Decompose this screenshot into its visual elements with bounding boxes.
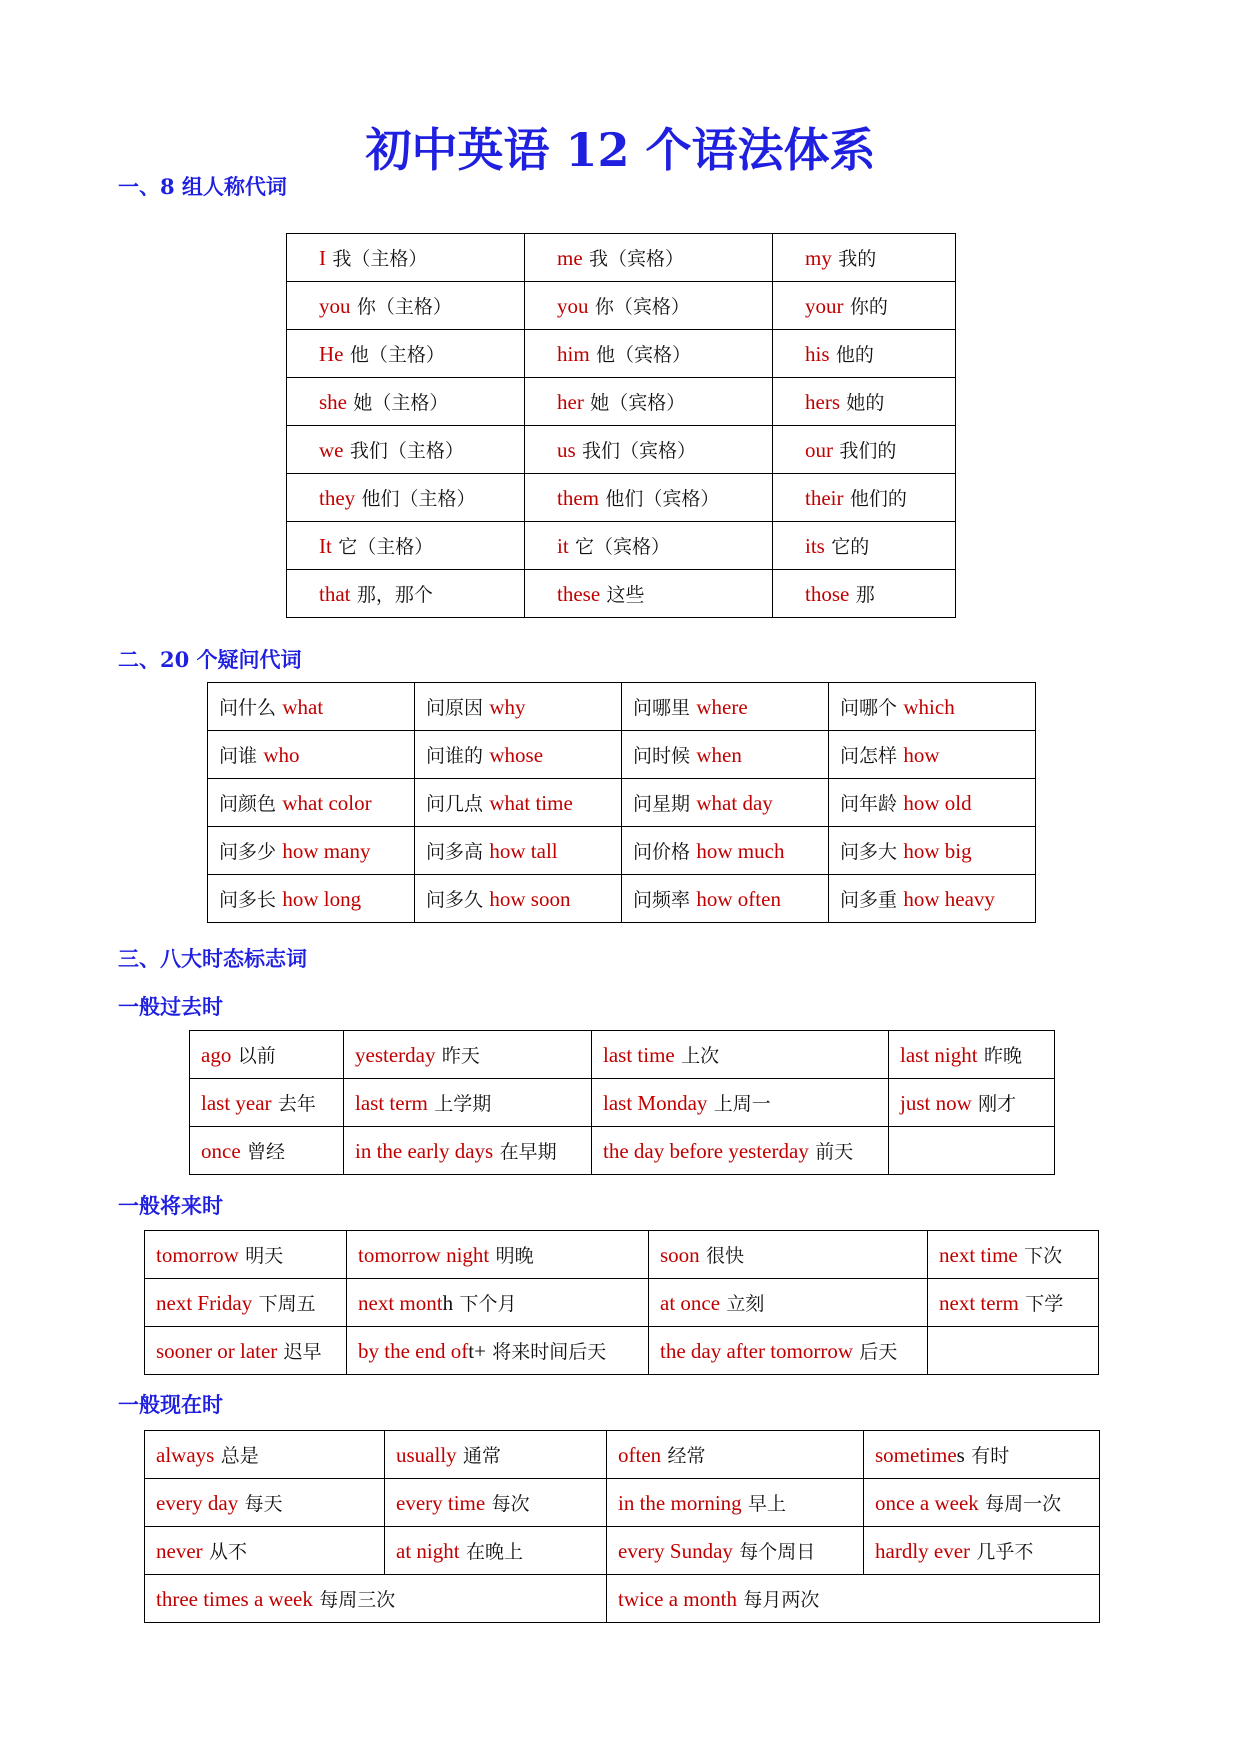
term-english: last night — [900, 1043, 978, 1067]
interrogative-table — [207, 682, 1036, 923]
table-cell — [347, 1327, 649, 1375]
table-cell — [622, 779, 829, 827]
table-row — [208, 683, 1036, 731]
term-english: those — [805, 582, 850, 606]
term-chinese: 明天 — [245, 1245, 284, 1267]
table-cell — [344, 1127, 592, 1175]
table-cell — [415, 731, 622, 779]
pronoun-table — [286, 233, 956, 618]
term-english: these — [557, 582, 601, 606]
table-cell — [145, 1479, 385, 1527]
term-chinese: 上学期 — [434, 1093, 492, 1115]
table-cell — [415, 827, 622, 875]
term-chinese: 问多长 — [219, 889, 277, 911]
table-cell — [190, 1079, 344, 1127]
term-chinese: 几乎不 — [976, 1541, 1034, 1563]
table-cell — [525, 234, 773, 282]
term-chinese: 你（宾格） — [594, 296, 690, 318]
term-chinese: 她的 — [846, 392, 885, 414]
table-cell — [773, 522, 956, 570]
term-english: where — [696, 695, 748, 719]
term-english: my — [805, 246, 832, 270]
term-english: what color — [282, 791, 372, 815]
term-chinese: 前天 — [815, 1141, 854, 1163]
table-cell — [145, 1431, 385, 1479]
term-english: tomorrow night — [358, 1243, 490, 1267]
table-cell — [773, 378, 956, 426]
term-chinese: 总是 — [220, 1445, 259, 1467]
table-cell — [829, 875, 1036, 923]
term-english: every day — [156, 1491, 239, 1515]
table-row — [287, 474, 956, 522]
term-chinese: 它（主格） — [338, 536, 434, 558]
term-chinese: 曾经 — [247, 1141, 286, 1163]
table-cell — [208, 875, 415, 923]
table-cell — [773, 330, 956, 378]
term-chinese: 他们（主格） — [361, 488, 476, 510]
term-english: next time — [939, 1243, 1018, 1267]
table-cell — [649, 1279, 928, 1327]
term-english: how much — [696, 839, 785, 863]
term-chinese: 下个月 — [459, 1293, 517, 1315]
table-cell — [773, 234, 956, 282]
term-english: its — [805, 534, 825, 558]
term-english: how tall — [489, 839, 558, 863]
term-chinese: 那，那个 — [356, 584, 433, 606]
table-cell — [208, 827, 415, 875]
term-chinese: 问价格 — [633, 841, 691, 863]
term-english: that — [319, 582, 351, 606]
term-chinese: 问频率 — [633, 889, 691, 911]
term-chinese: 从不 — [209, 1541, 248, 1563]
term-english: we — [319, 438, 344, 462]
table-cell — [208, 779, 415, 827]
table-cell — [829, 683, 1036, 731]
table-cell — [287, 570, 525, 618]
term-chinese: 上次 — [681, 1045, 720, 1067]
table-cell — [287, 474, 525, 522]
table-cell — [145, 1231, 347, 1279]
future-tense-table — [144, 1230, 1099, 1375]
subheading-future: 一般将来时 — [118, 1193, 223, 1218]
term-chinese: 问多久 — [426, 889, 484, 911]
table-cell — [928, 1231, 1099, 1279]
term-chinese: 问哪里 — [633, 697, 691, 719]
term-chinese: 它（宾格） — [575, 536, 671, 558]
table-cell — [287, 378, 525, 426]
table-cell — [525, 282, 773, 330]
term-english: she — [319, 390, 347, 414]
table-row — [208, 875, 1036, 923]
term-chinese: 下周五 — [258, 1293, 316, 1315]
term-english: why — [489, 695, 526, 719]
table-row — [190, 1031, 1055, 1079]
table-cell — [145, 1327, 347, 1375]
term-chinese: 他的 — [835, 344, 874, 366]
table-row — [190, 1079, 1055, 1127]
term-english: you — [319, 294, 351, 318]
term-english: their — [805, 486, 844, 510]
term-chinese: 这些 — [606, 584, 645, 606]
table-cell — [525, 570, 773, 618]
term-chinese: 在早期 — [499, 1141, 557, 1163]
term-english: last time — [603, 1043, 675, 1067]
table-cell — [145, 1575, 607, 1623]
table-row — [145, 1527, 1100, 1575]
term-english: last year — [201, 1091, 272, 1115]
term-chinese: 在晚上 — [465, 1541, 523, 1563]
table-cell — [525, 522, 773, 570]
table-cell — [287, 282, 525, 330]
table-cell — [344, 1079, 592, 1127]
term-chinese: 上周一 — [713, 1093, 771, 1115]
table-cell — [347, 1231, 649, 1279]
term-chinese: 刚才 — [978, 1093, 1017, 1115]
term-chinese: 很快 — [706, 1245, 745, 1267]
table-row — [145, 1575, 1100, 1623]
term-chinese: 问多重 — [840, 889, 898, 911]
term-chinese: 每月两次 — [743, 1589, 820, 1611]
term-english: how old — [903, 791, 972, 815]
table-row — [208, 827, 1036, 875]
term-chinese: 那 — [855, 584, 875, 606]
term-english: whose — [489, 743, 544, 767]
term-chinese: 去年 — [277, 1093, 316, 1115]
term-english: what — [282, 695, 324, 719]
page-title: 初中英语 12 个语法体系 — [365, 123, 876, 177]
table-cell — [864, 1527, 1100, 1575]
term-chinese: 我们（主格） — [349, 440, 464, 462]
table-cell — [385, 1527, 607, 1575]
term-english: hers — [805, 390, 840, 414]
term-chinese: 他（主格） — [349, 344, 445, 366]
table-cell — [864, 1431, 1100, 1479]
table-row — [287, 234, 956, 282]
term-chinese: 每次 — [491, 1493, 530, 1515]
term-chinese: 问颜色 — [219, 793, 277, 815]
term-english: just now — [900, 1091, 972, 1115]
term-chinese: 后天 — [859, 1341, 898, 1363]
term-english: always — [156, 1443, 215, 1467]
term-english-suffix: t+ — [468, 1339, 486, 1363]
table-cell — [622, 731, 829, 779]
term-chinese: 昨晚 — [983, 1045, 1022, 1067]
term-chinese: 问怎样 — [840, 745, 898, 767]
past-tense-table — [189, 1030, 1055, 1175]
table-cell — [344, 1031, 592, 1079]
term-chinese: 通常 — [463, 1445, 502, 1467]
table-row — [287, 282, 956, 330]
term-chinese: 他们（宾格） — [605, 488, 720, 510]
term-english: how often — [696, 887, 781, 911]
term-english: every Sunday — [618, 1539, 733, 1563]
table-cell — [622, 683, 829, 731]
table-cell — [415, 875, 622, 923]
table-cell — [525, 330, 773, 378]
term-english: He — [319, 342, 344, 366]
table-cell — [928, 1279, 1099, 1327]
table-row — [145, 1231, 1099, 1279]
table-cell — [347, 1279, 649, 1327]
table-cell — [889, 1127, 1055, 1175]
term-english: our — [805, 438, 833, 462]
term-chinese: 早上 — [748, 1493, 787, 1515]
term-chinese: 问几点 — [426, 793, 484, 815]
term-english: usually — [396, 1443, 457, 1467]
table-cell — [208, 683, 415, 731]
term-english: next mont — [358, 1291, 443, 1315]
table-cell — [592, 1079, 889, 1127]
term-chinese: 她（宾格） — [590, 392, 686, 414]
term-english: how — [903, 743, 940, 767]
table-cell — [607, 1527, 864, 1575]
term-english: in the morning — [618, 1491, 742, 1515]
table-cell — [287, 330, 525, 378]
term-chinese: 有时 — [971, 1445, 1010, 1467]
term-english: ago — [201, 1043, 232, 1067]
term-english: the day before yesterday — [603, 1139, 809, 1163]
section-heading-interrogatives: 二、20 个疑问代词 — [118, 647, 302, 672]
table-cell — [287, 426, 525, 474]
table-cell — [928, 1327, 1099, 1375]
term-chinese: 明晚 — [495, 1245, 534, 1267]
term-chinese: 每天 — [244, 1493, 283, 1515]
term-english: it — [557, 534, 569, 558]
table-cell — [592, 1127, 889, 1175]
term-english: next term — [939, 1291, 1019, 1315]
table-row — [190, 1127, 1055, 1175]
subheading-past: 一般过去时 — [118, 994, 223, 1019]
table-cell — [864, 1479, 1100, 1527]
section-heading-tenses: 三、八大时态标志词 — [118, 946, 307, 971]
table-cell — [622, 827, 829, 875]
term-english: often — [618, 1443, 662, 1467]
table-cell — [889, 1079, 1055, 1127]
table-cell — [145, 1527, 385, 1575]
term-english: once a week — [875, 1491, 979, 1515]
term-chinese: 立刻 — [726, 1293, 765, 1315]
term-english: how big — [903, 839, 972, 863]
term-chinese: 问原因 — [426, 697, 484, 719]
term-chinese: 我（宾格） — [589, 248, 685, 270]
term-chinese: 问谁的 — [426, 745, 484, 767]
table-cell — [208, 731, 415, 779]
term-english: us — [557, 438, 576, 462]
term-chinese: 我们的 — [839, 440, 897, 462]
term-chinese: 昨天 — [441, 1045, 480, 1067]
term-chinese: 你的 — [849, 296, 888, 318]
table-cell — [607, 1431, 864, 1479]
term-chinese: 问哪个 — [840, 697, 898, 719]
term-chinese: 问什么 — [219, 697, 277, 719]
table-cell — [607, 1575, 1100, 1623]
subheading-present: 一般现在时 — [118, 1392, 223, 1417]
table-cell — [145, 1279, 347, 1327]
table-cell — [649, 1327, 928, 1375]
term-english: soon — [660, 1243, 700, 1267]
table-cell — [773, 426, 956, 474]
table-cell — [385, 1431, 607, 1479]
term-english: sooner or later — [156, 1339, 278, 1363]
table-row — [208, 731, 1036, 779]
table-cell — [385, 1479, 607, 1527]
term-english: It — [319, 534, 332, 558]
term-chinese: 问星期 — [633, 793, 691, 815]
table-cell — [773, 570, 956, 618]
term-english: him — [557, 342, 590, 366]
term-chinese: 每周一次 — [985, 1493, 1062, 1515]
term-chinese: 经常 — [667, 1445, 706, 1467]
term-chinese: 迟早 — [283, 1341, 322, 1363]
term-english: by the end of — [358, 1339, 469, 1363]
term-english: they — [319, 486, 356, 510]
table-cell — [649, 1231, 928, 1279]
term-english: which — [903, 695, 955, 719]
table-cell — [607, 1479, 864, 1527]
term-english-suffix: h — [442, 1291, 454, 1315]
term-english: three times a week — [156, 1587, 313, 1611]
term-english: twice a month — [618, 1587, 737, 1611]
term-chinese: 问多大 — [840, 841, 898, 863]
table-row — [145, 1431, 1100, 1479]
term-english: her — [557, 390, 584, 414]
term-english: last Monday — [603, 1091, 708, 1115]
term-english: how soon — [489, 887, 571, 911]
table-row — [145, 1327, 1099, 1375]
table-cell — [190, 1127, 344, 1175]
term-english: never — [156, 1539, 203, 1563]
term-english: last term — [355, 1091, 428, 1115]
table-cell — [190, 1031, 344, 1079]
table-row — [208, 779, 1036, 827]
term-english: the day after tomorrow — [660, 1339, 854, 1363]
term-chinese: 问时候 — [633, 745, 691, 767]
term-chinese: 我的 — [838, 248, 877, 270]
term-chinese: 我（主格） — [332, 248, 428, 270]
term-chinese: 将来时间后天 — [492, 1341, 607, 1363]
table-cell — [525, 378, 773, 426]
term-english: how many — [282, 839, 371, 863]
term-english: how long — [282, 887, 362, 911]
table-cell — [525, 426, 773, 474]
term-english: what day — [696, 791, 773, 815]
table-cell — [889, 1031, 1055, 1079]
table-cell — [773, 474, 956, 522]
table-row — [287, 426, 956, 474]
section-heading-pronouns: 一、8 组人称代词 — [118, 174, 287, 199]
term-chinese: 问多少 — [219, 841, 277, 863]
term-english: sometime — [875, 1443, 957, 1467]
table-cell — [415, 683, 622, 731]
table-row — [145, 1479, 1100, 1527]
present-tense-table — [144, 1430, 1100, 1623]
term-english-suffix: s — [956, 1443, 965, 1467]
term-chinese: 问多高 — [426, 841, 484, 863]
term-english: yesterday — [355, 1043, 436, 1067]
table-cell — [287, 234, 525, 282]
term-english: how heavy — [903, 887, 995, 911]
term-english: in the early days — [355, 1139, 494, 1163]
term-chinese: 他（宾格） — [596, 344, 692, 366]
table-row — [287, 330, 956, 378]
table-cell — [622, 875, 829, 923]
term-chinese: 他们的 — [849, 488, 907, 510]
table-cell — [592, 1031, 889, 1079]
term-english: when — [696, 743, 742, 767]
term-english: who — [263, 743, 300, 767]
term-english: tomorrow — [156, 1243, 239, 1267]
term-chinese: 每周三次 — [319, 1589, 396, 1611]
table-row — [287, 522, 956, 570]
term-chinese: 你（主格） — [356, 296, 452, 318]
term-english: you — [557, 294, 589, 318]
table-cell — [829, 731, 1036, 779]
term-english: me — [557, 246, 583, 270]
term-chinese: 她（主格） — [353, 392, 449, 414]
table-cell — [773, 282, 956, 330]
term-english: next Friday — [156, 1291, 253, 1315]
term-chinese: 它的 — [831, 536, 870, 558]
term-chinese: 下次 — [1024, 1245, 1063, 1267]
term-chinese: 问年龄 — [840, 793, 898, 815]
term-english: once — [201, 1139, 241, 1163]
term-english: hardly ever — [875, 1539, 971, 1563]
term-chinese: 下学 — [1025, 1293, 1064, 1315]
term-english: them — [557, 486, 599, 510]
term-chinese: 我们（宾格） — [582, 440, 697, 462]
term-english: at once — [660, 1291, 721, 1315]
term-english: at night — [396, 1539, 460, 1563]
term-english: what time — [489, 791, 573, 815]
term-english: I — [319, 246, 326, 270]
table-row — [287, 570, 956, 618]
term-english: your — [805, 294, 844, 318]
table-row — [145, 1279, 1099, 1327]
table-cell — [829, 779, 1036, 827]
table-cell — [829, 827, 1036, 875]
table-cell — [525, 474, 773, 522]
term-english: his — [805, 342, 830, 366]
table-cell — [287, 522, 525, 570]
term-chinese: 问谁 — [219, 745, 258, 767]
term-english: every time — [396, 1491, 486, 1515]
table-row — [287, 378, 956, 426]
term-chinese: 每个周日 — [739, 1541, 816, 1563]
table-cell — [415, 779, 622, 827]
term-chinese: 以前 — [237, 1045, 276, 1067]
